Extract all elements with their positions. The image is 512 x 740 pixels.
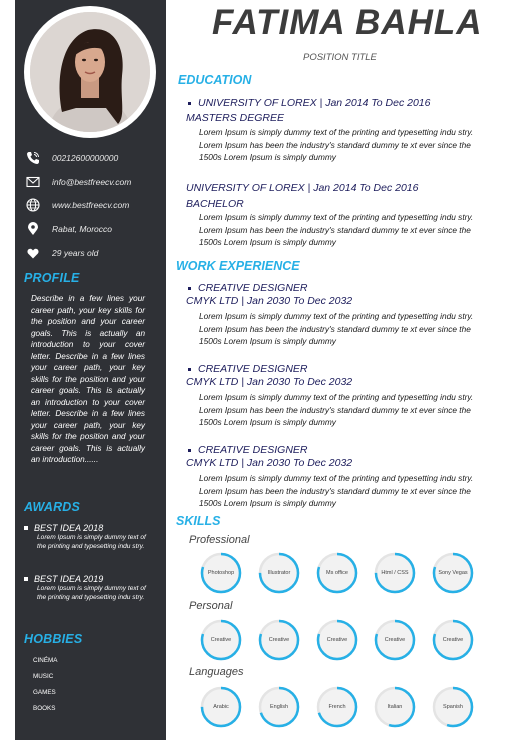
award-text: Lorem Ipsum is simply dummy text of the printing and typesetting indu stry.	[37, 585, 146, 601]
skill-circle	[316, 552, 358, 594]
skill-name: French	[328, 704, 346, 710]
award-text: Lorem Ipsum is simply dummy text of the printing and typesetting indu stry.	[37, 534, 146, 550]
contact-email	[24, 173, 164, 191]
skill-circle	[432, 686, 474, 728]
location-pin-icon	[24, 221, 42, 237]
education-description: Lorem Ipsum is simply dummy text of the printing and typesetting indu stry. Lorem Ipsum has been the industry's standard dummy te xt ever since the 1500s Lorem Ipsum is simply dummy	[199, 127, 474, 162]
skill-name: Creative	[268, 637, 290, 643]
skill-name: Sony Vegas	[438, 570, 468, 576]
skills-heading: SKILLS	[176, 514, 221, 528]
skill-circle	[258, 619, 300, 661]
hobby-item: GAMES	[33, 689, 56, 696]
education-title: UNIVERSITY OF LOREX | Jan 2014 To Dec 2016	[198, 97, 431, 109]
skill-group-label: Professional	[189, 534, 250, 546]
awards-heading: AWARDS	[24, 500, 81, 514]
skill-group-label: Languages	[189, 666, 244, 678]
contact-age	[24, 244, 164, 262]
globe-icon	[24, 197, 42, 213]
skill-circle	[374, 619, 416, 661]
job-title: CREATIVE DESIGNER	[198, 444, 308, 456]
contact-text: www.bestfreecv.com	[52, 200, 130, 210]
skill-circle	[316, 686, 358, 728]
skill-circle	[200, 619, 242, 661]
skill-name: Illustrator	[267, 570, 291, 576]
skill-name: Italian	[387, 704, 403, 710]
job-description: Lorem Ipsum is simply dummy text of the printing and typesetting indu stry. Lorem Ipsum has been the industry's standard dummy te xt ever since the 1500s Lorem Ipsum is simply dummy	[199, 392, 474, 427]
skill-circle	[258, 686, 300, 728]
award-title: BEST IDEA 2018	[34, 523, 104, 533]
skill-name: Creative	[210, 637, 232, 643]
avatar	[30, 12, 150, 132]
skill-name: Creative	[384, 637, 406, 643]
heart-icon	[24, 245, 42, 261]
job-company: CMYK LTD | Jan 2030 To Dec 2032	[186, 457, 353, 469]
contact-location	[24, 220, 164, 238]
bullet-icon	[188, 102, 191, 105]
skill-name: Html / CSS	[381, 570, 409, 576]
skill-circle	[258, 552, 300, 594]
contact-text: Rabat, Morocco	[52, 224, 112, 234]
phone-icon	[24, 150, 42, 166]
job-title: CREATIVE DESIGNER	[198, 282, 308, 294]
skill-circle	[432, 619, 474, 661]
bullet-icon	[24, 577, 28, 581]
education-degree: MASTERS DEGREE	[186, 112, 285, 124]
education-description: Lorem Ipsum is simply dummy text of the printing and typesetting indu stry. Lorem Ipsum has been the industry's standard dummy te xt ever since the 1500s Lorem Ipsum is simply dummy	[199, 212, 474, 247]
skill-name: English	[269, 704, 289, 710]
hobbies-heading: HOBBIES	[24, 632, 83, 646]
education-heading: EDUCATION	[178, 73, 252, 87]
envelope-icon	[24, 174, 42, 190]
education-title: UNIVERSITY OF LOREX | Jan 2014 To Dec 2016	[186, 182, 419, 194]
skill-name: Creative	[326, 637, 348, 643]
skill-circle	[316, 619, 358, 661]
skill-name: Ms office	[326, 570, 348, 576]
skill-name: Arabic	[213, 704, 229, 710]
job-description: Lorem Ipsum is simply dummy text of the printing and typesetting indu stry. Lorem Ipsum has been the industry's standard dummy te xt ever since the 1500s Lorem Ipsum is simply dummy	[199, 473, 474, 508]
skill-name: Spanish	[443, 704, 463, 710]
contact-text: info@bestfreecv.com	[52, 177, 132, 187]
skill-circle	[200, 552, 242, 594]
candidate-name: FATIMA BAHLA	[212, 3, 483, 42]
skill-name: Photoshop	[207, 570, 235, 576]
work-heading: WORK EXPERIENCE	[176, 259, 300, 273]
job-title: CREATIVE DESIGNER	[198, 363, 308, 375]
education-degree: BACHELOR	[186, 198, 244, 210]
profile-text: Describe in a few lines your career path, your key skills for the position and your career goals. This is actually an introduction to your cover letter. Describe in a few lines your career path, your key skills for the position and your career goals. This is actually an introduction to your cover letter. Describe in a few lines your career path, your key skills for the position and your career goals. This is actually an introduction......	[31, 294, 145, 464]
bullet-icon	[188, 368, 191, 371]
bullet-icon	[188, 449, 191, 452]
job-company: CMYK LTD | Jan 2030 To Dec 2032	[186, 295, 353, 307]
profile-heading: PROFILE	[24, 271, 80, 285]
skill-circle	[374, 552, 416, 594]
position-title: POSITION TITLE	[303, 52, 377, 63]
award-title: BEST IDEA 2019	[34, 574, 104, 584]
contact-phone	[24, 149, 164, 167]
skill-circle	[200, 686, 242, 728]
bullet-icon	[24, 526, 28, 530]
job-description: Lorem Ipsum is simply dummy text of the printing and typesetting indu stry. Lorem Ipsum has been the industry's standard dummy te xt ever since the 1500s Lorem Ipsum is simply dummy	[199, 311, 474, 346]
hobby-item: CINÉMA	[33, 657, 58, 664]
contact-website	[24, 196, 164, 214]
contact-text: 29 years old	[52, 248, 99, 258]
award-item	[24, 574, 160, 602]
hobby-item: BOOKS	[33, 705, 56, 712]
job-company: CMYK LTD | Jan 2030 To Dec 2032	[186, 376, 353, 388]
skill-circle	[374, 686, 416, 728]
bullet-icon	[188, 287, 191, 290]
skill-group-label: Personal	[189, 600, 233, 612]
award-item	[24, 523, 160, 551]
contact-text: 00212600000000	[52, 153, 119, 163]
skill-circle	[432, 552, 474, 594]
hobby-item: MUSIC	[33, 673, 54, 680]
skill-name: Creative	[442, 637, 464, 643]
